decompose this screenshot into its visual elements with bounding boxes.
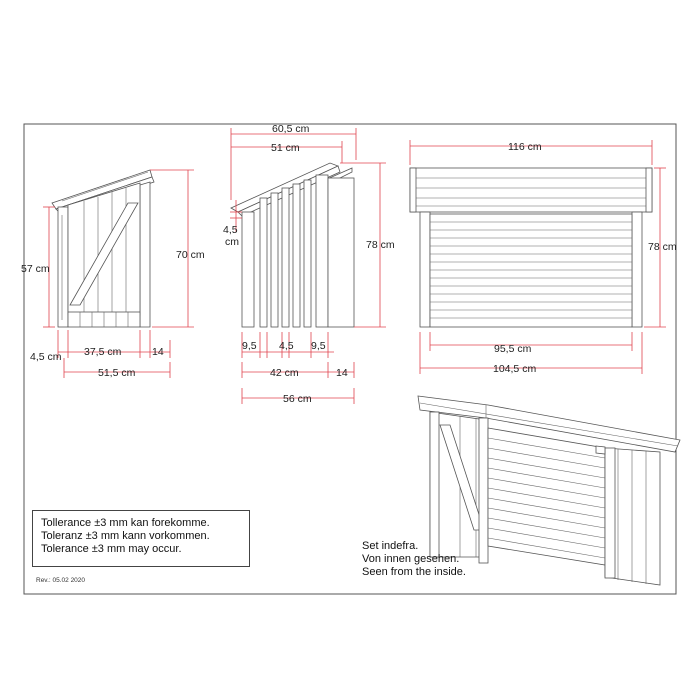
dim-front-9-5-right: 9,5	[311, 340, 326, 352]
dim-elev-95-5: 95,5 cm	[494, 343, 532, 355]
dim-front-9-5-left: 9,5	[242, 340, 257, 352]
dim-front-51: 51 cm	[271, 142, 300, 154]
inside-view-caption-danish: Set indefra.	[362, 540, 419, 552]
side-view-drawing	[52, 170, 154, 327]
inside-view-caption	[362, 540, 466, 579]
dim-side-4-5: 4,5 cm	[30, 351, 62, 363]
dim-side-37-5: 37,5 cm	[84, 346, 122, 358]
dim-front-small-cm: cm	[225, 236, 239, 248]
front-view-drawing	[231, 163, 354, 327]
inside-view-caption-english: Seen from the inside.	[362, 566, 466, 578]
dim-front-4-5: 4,5	[279, 340, 294, 352]
dim-elev-116: 116 cm	[508, 141, 542, 153]
dim-front-60-5: 60,5 cm	[272, 123, 310, 135]
dim-front-42: 42 cm	[270, 367, 299, 379]
dim-front-small-4-5: 4,5	[223, 224, 238, 236]
tolerance-note-german: Toleranz ±3 mm kann vorkommen.	[41, 530, 210, 542]
revision-label: Rev.: 05.02 2020	[36, 577, 86, 584]
tolerance-note-danish: Tollerance ±3 mm kan forekomme.	[41, 517, 210, 529]
dim-side-14: 14	[152, 346, 164, 358]
dim-front-height-78: 78 cm	[366, 239, 395, 251]
inside-view-caption-german: Von innen gesehen.	[362, 553, 460, 565]
dim-side-51-5: 51,5 cm	[98, 367, 136, 379]
dim-front-14: 14	[336, 367, 348, 379]
tolerance-note-english: Tolerance ±3 mm may occur.	[41, 543, 182, 555]
dim-elev-78: 78 cm	[648, 241, 677, 253]
dim-side-height-57: 57 cm	[21, 263, 50, 275]
elevation-view-drawing	[410, 168, 652, 327]
dim-front-56: 56 cm	[283, 393, 312, 405]
tolerance-note-box	[32, 510, 250, 567]
dim-side-height-70: 70 cm	[176, 249, 205, 261]
dim-elev-104-5: 104,5 cm	[493, 363, 537, 375]
